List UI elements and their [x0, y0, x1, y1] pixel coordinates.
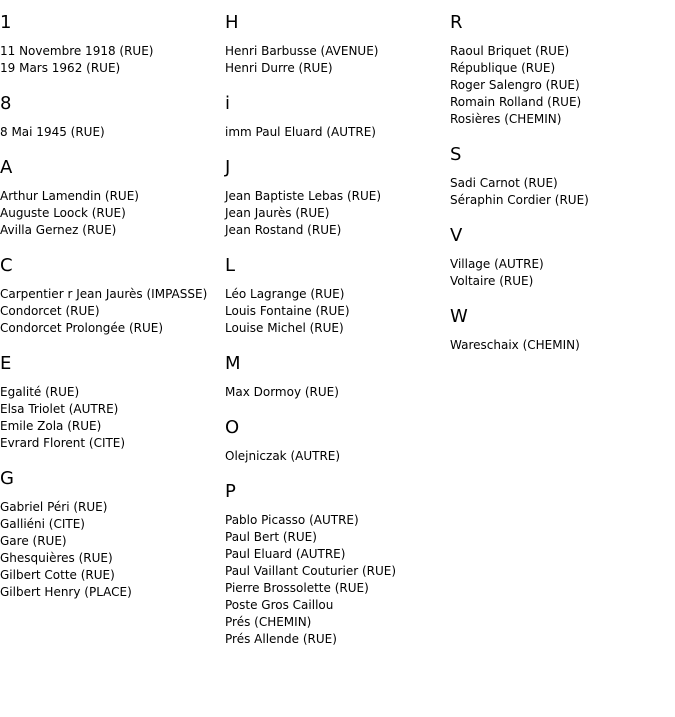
street-link[interactable]: Voltaire (RUE) — [450, 274, 534, 288]
street-link[interactable]: Prés Allende (RUE) — [225, 632, 337, 646]
letter-group — [0, 468, 225, 601]
index-column-3 — [450, 12, 675, 370]
street-link[interactable]: Séraphin Cordier (RUE) — [450, 193, 589, 207]
letter-heading: i — [225, 93, 231, 114]
street-link[interactable]: Evrard Florent (CITE) — [0, 436, 126, 450]
street-link[interactable]: Louis Fontaine (RUE) — [225, 304, 350, 318]
letter-heading: S — [450, 144, 462, 165]
letter-group — [225, 157, 450, 239]
street-link[interactable]: Condorcet (RUE) — [0, 304, 100, 318]
letter-heading: G — [0, 468, 14, 489]
street-link[interactable]: Rosières (CHEMIN) — [450, 112, 562, 126]
letter-group — [450, 306, 675, 354]
street-link[interactable]: Jean Baptiste Lebas (RUE) — [225, 189, 382, 203]
letter-heading: W — [450, 306, 468, 327]
street-link[interactable]: Gare (RUE) — [0, 534, 67, 548]
street-link[interactable]: 8 Mai 1945 (RUE) — [0, 125, 105, 139]
letter-group — [0, 353, 225, 452]
letter-group — [450, 144, 675, 209]
street-link[interactable]: Village (AUTRE) — [450, 257, 544, 271]
letter-heading: E — [0, 353, 12, 374]
street-link[interactable]: Sadi Carnot (RUE) — [450, 176, 558, 190]
street-link[interactable]: Gilbert Cotte (RUE) — [0, 568, 115, 582]
street-link[interactable]: Poste Gros Caillou — [225, 598, 334, 612]
letter-group — [225, 12, 450, 77]
letter-group — [450, 12, 675, 128]
letter-group — [225, 353, 450, 401]
letter-group — [225, 417, 450, 465]
street-link[interactable]: 11 Novembre 1918 (RUE) — [0, 44, 154, 58]
letter-group — [225, 93, 450, 141]
street-link[interactable]: Emile Zola (RUE) — [0, 419, 102, 433]
letter-heading: 8 — [0, 93, 12, 114]
street-link[interactable]: Louise Michel (RUE) — [225, 321, 344, 335]
street-link[interactable]: Gilbert Henry (PLACE) — [0, 585, 132, 599]
letter-heading: 1 — [0, 12, 12, 33]
street-link[interactable]: Ghesquières (RUE) — [0, 551, 113, 565]
street-link[interactable]: Olejniczak (AUTRE) — [225, 449, 341, 463]
index-column-1 — [0, 12, 225, 617]
street-link[interactable]: Avilla Gernez (RUE) — [0, 223, 117, 237]
street-link[interactable]: Raoul Briquet (RUE) — [450, 44, 570, 58]
letter-heading: P — [225, 481, 236, 502]
letter-group — [225, 255, 450, 337]
street-link[interactable]: Henri Durre (RUE) — [225, 61, 333, 75]
street-link[interactable]: Gabriel Péri (RUE) — [0, 500, 108, 514]
street-link[interactable]: Galliéni (CITE) — [0, 517, 85, 531]
letter-heading: C — [0, 255, 13, 276]
street-link[interactable]: Henri Barbusse (AVENUE) — [225, 44, 379, 58]
letter-group — [0, 157, 225, 239]
letter-heading: H — [225, 12, 239, 33]
street-link[interactable]: Egalité (RUE) — [0, 385, 80, 399]
street-link[interactable]: 19 Mars 1962 (RUE) — [0, 61, 121, 75]
street-link[interactable]: Pierre Brossolette (RUE) — [225, 581, 369, 595]
letter-heading: O — [225, 417, 240, 438]
street-link[interactable]: imm Paul Eluard (AUTRE) — [225, 125, 376, 139]
street-link[interactable]: Carpentier r Jean Jaurès (IMPASSE) — [0, 287, 208, 301]
street-link[interactable]: Auguste Loock (RUE) — [0, 206, 126, 220]
letter-heading: A — [0, 157, 13, 178]
letter-group — [0, 12, 225, 77]
street-link[interactable]: Roger Salengro (RUE) — [450, 78, 580, 92]
street-link[interactable]: Max Dormoy (RUE) — [225, 385, 339, 399]
letter-group — [225, 481, 450, 648]
street-link[interactable]: Léo Lagrange (RUE) — [225, 287, 345, 301]
letter-heading: L — [225, 255, 236, 276]
street-link[interactable]: Paul Vaillant Couturier (RUE) — [225, 564, 397, 578]
street-link[interactable]: Prés (CHEMIN) — [225, 615, 312, 629]
street-link[interactable]: Paul Eluard (AUTRE) — [225, 547, 346, 561]
letter-group — [0, 255, 225, 337]
street-link[interactable]: Wareschaix (CHEMIN) — [450, 338, 580, 352]
street-link[interactable]: Pablo Picasso (AUTRE) — [225, 513, 359, 527]
street-link[interactable]: Paul Bert (RUE) — [225, 530, 317, 544]
street-link[interactable]: Jean Jaurès (RUE) — [225, 206, 330, 220]
street-link[interactable]: Elsa Triolet (AUTRE) — [0, 402, 119, 416]
street-link[interactable]: Romain Rolland (RUE) — [450, 95, 582, 109]
letter-group — [0, 93, 225, 141]
letter-heading: J — [225, 157, 231, 178]
street-link[interactable]: République (RUE) — [450, 61, 556, 75]
letter-heading: R — [450, 12, 463, 33]
letter-heading: V — [450, 225, 463, 246]
letter-group — [450, 225, 675, 290]
letter-heading: M — [225, 353, 241, 374]
index-column-2 — [225, 12, 450, 664]
street-link[interactable]: Arthur Lamendin (RUE) — [0, 189, 139, 203]
street-link[interactable]: Condorcet Prolongée (RUE) — [0, 321, 164, 335]
street-link[interactable]: Jean Rostand (RUE) — [225, 223, 342, 237]
